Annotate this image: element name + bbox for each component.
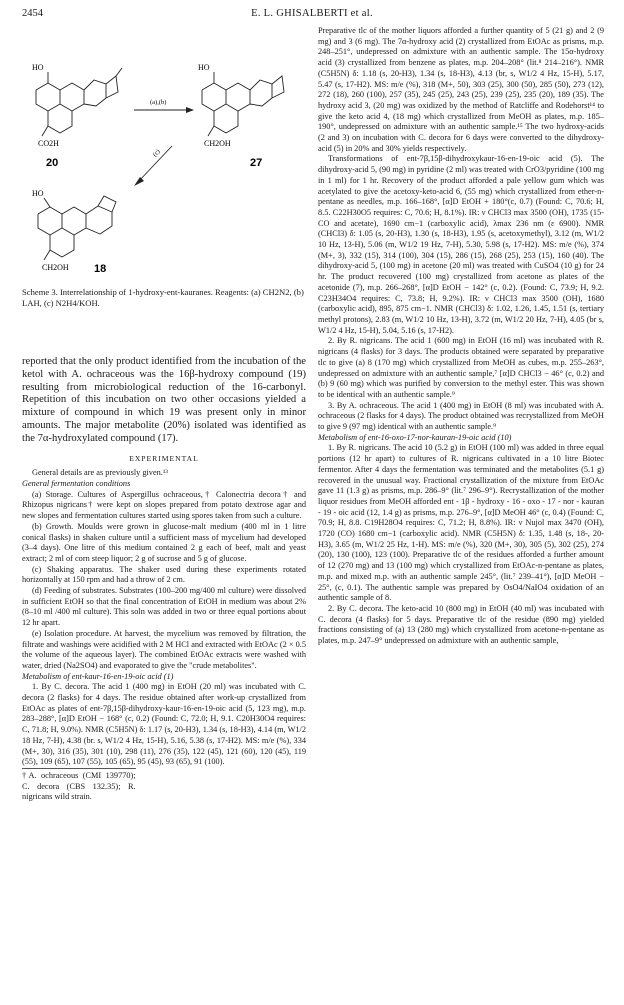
page-number: 2454 [22, 8, 43, 19]
compound-label-20: 20 [46, 157, 59, 169]
heading-fermentation: General fermentation conditions [22, 478, 131, 488]
ho-label-20: HO [32, 63, 44, 72]
paragraph-feeding: (d) Feeding of substrates. Substrates (100–200 mg/400 ml culture) were dissolved in sufficient EtOH so that the final concentration of EtOH in medium was about 2% (8–10 ml /400 ml culture). This soln was added in two or three equal portions about 12 hr apart. [22, 586, 306, 628]
paragraph-growth: (b) Growth. Moulds were grown in glucose-malt medium (400 ml in 1 litre conical flasks) in shaken culture until a sufficient mass of mycelium had developed (3–4 days). One litre of this medium contained 2 g each of beef, malt and yeast extract; 2 ml of corn steep liquor; 2 g of sucrose and 5 g of glucose. [22, 521, 306, 563]
footnote: †A. ochraceous (CMI 139770); C. decora (CBS 132.35); R. nigricans wild strain. [22, 768, 136, 803]
ch2oh-label-27: CH2OH [204, 139, 231, 148]
paragraph-c-decora-10: 2. By C. decora. The keto-acid 10 (800 mg) in EtOH (40 ml) was incubated with C. decora (4 flasks) for 5 days. Preparative tlc of the residue (890 mg) yielded fractions consisting of (a) 13 (280 mg) which crystallized from acetone-n-pentane as plates, m.p. 247–9° undepressed on admixture with an authentic sample, [318, 603, 604, 646]
scheme-caption: Scheme 3. Interrelationship of 1-hydroxy-ent-kauranes. Reagents: (a) CH2N2, (b) LAH, (c) N2H4/KOH. [22, 287, 304, 308]
paragraph-general: General details are as previously given.¹³ [32, 468, 168, 478]
heading-metabolism-1: Metabolism of ent-kaur-16-en-19-oic acid (1) [22, 671, 174, 681]
structure-20 [36, 68, 122, 136]
ho-label-18: HO [32, 189, 44, 198]
paragraph-r-nigricans: 2. By R. nigricans. The acid 1 (600 mg) in EtOH (16 ml) was incubated with R. nigricans (4 flasks) for 3 days. The products obtained were separated by preparative tlc to give (a) 8 (170 mg) which crystallized from MeOH as cubes, m.p. 255–263°, undepressed on admixture with an authentic sample,⁷ [α]D CHCl3 − 46° (c, 0.2) and (b) 9 (60 mg) which was purified by conversion to the methyl ester. This was shown to be identical with an authentic sample.⁹ [318, 336, 604, 399]
page-header [22, 8, 602, 24]
scheme-3-structures [22, 36, 306, 284]
paragraph-r-nigricans-10: 1. By R. nigricans. The acid 10 (5.2 g) in EtOH (100 ml) was added in three equal portions (12 hr apart) to cultures of R. nigricans cultivated in a 10 litre Biotec fermentor. After 4 days the fermentation was terminated and the metabolites (5.1 g) recovered in the unusual way. Fractional crystallization of the mixture from EtOAc gave 11 (1.3 g) as prisms, m.p. 286–9° (lit.⁷ 296–9°). Recrystallization of the mother liquor residues from MeOH afforded ent - 1β - hydroxy - 16 - oxo - 17 - nor - kauran - 19 - oic acid (12, 1.4 g) as prisms, m.p. 276–9°, [α]D MeOH 46° (c, 0.4) (Found: C, 70.9; H, 8.8. C19H28O4 requires: C, 71.2; H, 8.8%). IR: ν Nujol max 3470 (OH), 1720 (CO) 1680 cm−1 (carboxylic acid). NMR (C5H5N) δ: 1.35, 1.48 (s, 18-, 20-H3), 3.65 (m, W1/2 25 Hz, 1-H). MS: m/e (%), 320 (M+, 30), 305 (5), 302 (25), 274 (20), 130 (100), 123 (100). Preparative tlc of the residues afforded a further amount of 12 (270 mg) and 13 (100 mg) which crystallized from EtOAc-n-pentane as plates, m.p. and mixed m.p. with an authentic sample 245°, (lit.⁷ 239–41°), [α]D MeOH − 25°, (c, 0.1). The authentic sample was prepared by OsO4/NaIO4 oxidation of an authentic sample of 8. [318, 443, 604, 603]
arrow-ab-head [186, 107, 194, 113]
left-column [22, 356, 306, 803]
heading-experimental: EXPERIMENTAL [129, 453, 199, 463]
compound-label-27: 27 [250, 157, 263, 169]
right-column [318, 26, 604, 647]
structure-27 [202, 72, 284, 136]
paragraph-isolation: (e) Isolation procedure. At harvest, the mycelium was removed by filtration, the filtrate and washings were acidified with 2 M HCl and extracted with EtOAc (2 × 0.5 the volume of the aqueous layer). The combined EtOAc extracts were washed with water, dried (Na2SO4) and evaporated to give the "crude metabolites". [22, 628, 306, 670]
paragraph-shaking: (c) Shaking apparatus. The shaker used during these experiments rotated horizontally at 150 rpm and had a throw of 2 cm. [22, 564, 306, 585]
heading-metabolism-10: Metabolism of ent-16-oxo-17-nor-kauran-19-oic acid (10) [318, 432, 512, 442]
arrow-c-label: (c) [151, 148, 162, 159]
co2h-label: CO2H [38, 139, 59, 148]
arrow-ab-label: (a),(b) [150, 99, 167, 106]
paragraph-a-ochraceous: 3. By A. ochraceous. The acid 1 (400 mg) in EtOH (8 ml) was incubated with A. ochraceous (2 flasks for 4 days). The product obtained was recrystallized from MeOH to give 9 (97 mg) identical with an authentic sample.⁹ [318, 400, 604, 432]
paragraph-tlc: Preparative tlc of the mother liquors afforded a further quantity of 5 (21 g) and 2 (9 mg) and 3 (6 mg). The 7α-hydroxy acid (2) crystallized from EtOAc as prisms, m.p. 248–251°, undepressed on admixture with an authentic sample. The 15α-hydroxy acid (3) crystallized from benzene as plates, m.p. 204–208° (lit.⁸ 214–216°). NMR (C5H5N) δ: 1.18 (s, 20-H3), 1.34 (s, 18-H3), 4.13 (br, s, W1/2 4 Hz, 15-H), 5.17, 5.47 (s, 17-H2). MS: m/e (%), 318 (M+, 50), 303 (25), 300 (50), 285 (50), 273 (12), 272 (18), 260 (100), 257 (35), 245 (25), 243 (25), 239 (25), 235 (20), 189 (35). The hydroxy acid 3, (20 mg) was oxidized by the method of Ratcliffe and Rodehorst¹⁴ to give the keto acid 4, (18 mg) which crystallized from MeOH as plates, m.p. 185–190°, undepressed on admixture with an authentic sample.¹⁵ The two hydroxy-acids (2 and 3) on incubation with C. decora for 6 days were converted to the dihydroxy-acid (5) in 20% and 30% yields respectively. [318, 26, 604, 153]
arrow-c-head [134, 177, 144, 186]
compound-label-18: 18 [94, 263, 107, 275]
paragraph-results: reported that the only product identified from the incubation of the ketol with A. ochraceous was the 16β-hydroxy compound (19) resulting from microbiological reduction of the 16-carbonyl. Repetition of this incubation on two other occasions yielded a mixture of compound in which 19 was present only in minor amounts. The major metabolite (20%) isolated was identified as the 7α-hydroxylated compound (17). [22, 356, 306, 444]
ch2oh-label-18: CH2OH [42, 263, 69, 272]
paragraph-c-decora: 1. By C. decora. The acid 1 (400 mg) in EtOH (20 ml) was incubated with C. decora (2 flasks) for 4 days. The residue obtained after work-up crystallized from EtOAc as plates of ent-7β,15β-dihydroxy-kaur-16-en-19-oic acid (5, 123 mg), m.p. 283–288°, [α]D EtOH − 168° (c, 0.2) (Found: C, 72.0; H, 9.1. C20H30O4 requires: C, 71.8; H, 9.0%). NMR (C5H5N) δ: 1.17 (s, 20-H3), 1.34 (s, 18-H3), 4.14 (m, W1/2 18 Hz, 7-H), 4.38 (br. s, W1/2 4 Hz, 15-H), 5.16, 5.38 (s, 17-H2). MS: m/e (%), 334 (M+, 30), 316 (35), 301 (10), 298 (11), 276 (35), 122 (45), 121 (60), 120 (45), 119 (55), 109 (65), 107 (55), 105 (65), 95 (45), 93 (65), 91 (100). [22, 682, 306, 767]
ho-label-27: HO [198, 63, 210, 72]
paragraph-storage: (a) Storage. Cultures of Aspergillus ochraceous,† Calonectria decora† and Rhizopus nigricans† were kept on slopes prepared from potato dextrose agar and new slopes and fermentation cultures started using spores taken from such a culture. [22, 489, 306, 521]
structure-18 [38, 196, 116, 260]
running-head: E. L. GHISALBERTI et al. [251, 8, 373, 19]
paragraph-transformations: Transformations of ent-7β,15β-dihydroxykaur-16-en-19-oic acid (5). The dihydroxy-acid 5, (90 mg) in pyridine (2 ml) was treated with CrO3/pyridine (100 mg in 1 ml) for 1 hr. Recovery of the product afforded a pale yellow gum which was acetylated to give the acetoxy-keto-acid 6, (55 mg) which crystallized from ether-n-pentane as needles, m.p. 166–168°, [α]D EtOH + 180°(c, 0.7) (Found: C, 70.6; H, 8.5. C22H30O5 requires: C, 70.6; H, 8.1%). IR: ν CHCl3 max 3500 (OH), 1735 (15-CO and acetate), 1690 cm−1 (carboxylic acid), λmax 236 nm (ε 6900). NMR (CHCl3) δ: 1.05 (s, 20-H3), 1.30 (s, 18-H3), 1.95 (s, acetoxymethyl), 3.12 (m, W1/2 10 Hz, 13-H), 5.06 (m, W1/2 19 Hz, 7-H), 5.30, 5.98 (s, 17-H2). MS: m/e (%), 374 (M+, 3), 332 (15), 314 (100), 304 (15), 286 (15), 268 (25), 253 (15), 160 (40). The dihydroxy-acid 5, (100 mg) in acetone (20 ml) was treated with CuSO4 (10 g) for 24 hr. The product recovered (100 mg) crystallized from acetone as plates of the acetonide (7), m.p. 266–268°, [α]D EtOH − 142° (c, 0.2). (Found: C, 73.9; H, 9.2. C23H34O4 requires: C, 73.8; H, 9.2%). IR: ν CHCl3 max 3500 (OH), 1680 (carboxylic acid), 895, 875 cm−1. NMR (CHCl3) δ: 1.02, 1.26, 1.45, 1.51 (s, tertiary methyl protons), 2.83 (m, W1/2 10 Hz, 13-H), 3.72 (m, W1/2 20 Hz, 7-H), 4.05 (br s, W1/2 4 Hz, 15-H), 5.04, 5.16 (s, 17-H2). [318, 154, 604, 335]
